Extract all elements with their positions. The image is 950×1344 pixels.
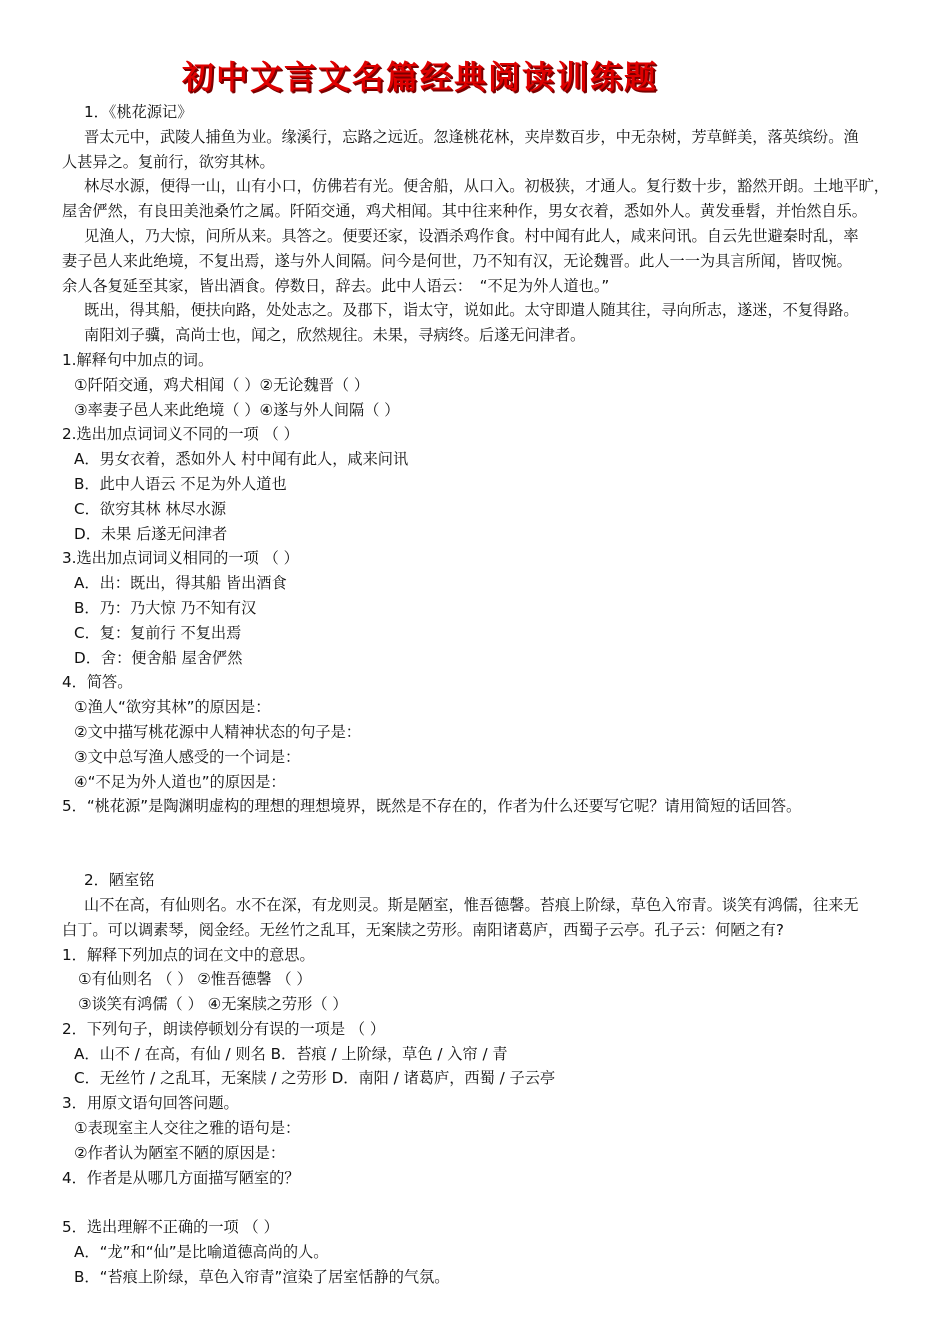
passage-line: 余人各复延至其家，皆出酒食。停数日，辞去。此中人语云： “不足为外人道也。” — [62, 276, 610, 295]
passage-line: 白丁。可以调素琴，阅金经。无丝竹之乱耳，无案牍之劳形。南阳诸葛庐，西蜀子云亭。孔子云：何陋之有? — [62, 920, 784, 939]
passage-line: 晋太元中，武陵人捕鱼为业。缘溪行，忘路之远近。忽逢桃花林，夹岸数百步，中无杂树，芳草鲜美，落英缤纷。渔 — [84, 127, 859, 146]
question-line: ①有仙则名 （ ） ②惟吾德馨 （ ） — [78, 970, 312, 989]
question-line: ③率妻子邑人来此绝境（ ）④遂与外人间隔（ ） — [74, 400, 400, 419]
question-line: ②作者认为陋室不陋的原因是： — [74, 1143, 286, 1162]
question-line: 1.解释句中加点的词。 — [62, 350, 214, 369]
section-heading-lou-shi-ming: 2．陋室铭 — [84, 871, 155, 890]
section-heading-taohuayuan: 1．《桃花源记》 — [84, 103, 193, 121]
question-option: A．“龙”和“仙”是比喻道德高尚的人。 — [74, 1243, 329, 1262]
question-line: 4．简答。 — [62, 673, 133, 692]
question-line: ③谈笑有鸿儒（ ） ④无案牍之劳形（ ） — [78, 995, 348, 1014]
page-title: 初中文言文名篇经典阅读训练题 — [181, 58, 658, 96]
question-line: ③文中总写渔人感受的一个词是： — [74, 747, 301, 766]
passage-line: 既出，得其船，便扶向路，处处志之。及郡下，诣太守，说如此。太守即遣人随其往，寻向所志，遂迷，不复得路。 — [84, 301, 859, 320]
question-gap — [62, 1190, 896, 1215]
question-option: D．舍：便舍船 屋舍俨然 — [74, 648, 243, 667]
passage-line: 人甚异之。复前行，欲穷其林。 — [62, 152, 275, 171]
question-line: 4．作者是从哪几方面描写陋室的？ — [62, 1168, 300, 1187]
passage-line: 山不在高，有仙则名。水不在深，有龙则灵。斯是陋室，惟吾德馨。苔痕上阶绿，草色入帘青。谈笑有鸿儒，往来无 — [84, 895, 859, 914]
question-option: D．未果 后遂无问津者 — [74, 524, 228, 543]
passage-line: 南阳刘子骥，高尚士也，闻之，欣然规往。未果，寻病终。后遂无问津者。 — [84, 326, 586, 345]
question-line: ②文中描写桃花源中人精神状态的句子是： — [74, 722, 361, 741]
question-line: ①表现室主人交往之雅的语句是： — [74, 1119, 301, 1138]
passage-line: 见渔人，乃大惊，问所从来。具答之。便要还家，设酒杀鸡作食。村中闻有此人，咸来问讯。自云先世避秦时乱，率 — [84, 226, 859, 245]
question-option: C．欲穷其林 林尽水源 — [74, 499, 227, 518]
question-option: A．出：既出，得其船 皆出酒食 — [74, 574, 287, 593]
question-line: ①阡陌交通，鸡犬相闻（ ）②无论魏晋（ ） — [74, 375, 370, 394]
question-line: 5．“桃花源”是陶渊明虚构的理想的理想境界，既然是不存在的，作者为什么还要写它呢？请用简短的话回答。 — [62, 797, 802, 816]
question-option: B．乃：乃大惊 乃不知有汉 — [74, 598, 257, 617]
passage-line: 林尽水源，便得一山，山有小口，仿佛若有光。便舍船，从口入。初极狭，才通人。复行数十步，豁然开朗。土地平旷， — [84, 177, 889, 196]
question-option: B．此中人语云 不足为外人道也 — [74, 474, 287, 493]
passage-line: 妻子邑人来此绝境，不复出焉，遂与外人间隔。问今是何世，乃不知有汉，无论魏晋。此人一一为具言所闻，皆叹惋。 — [62, 251, 852, 270]
question-line: ①渔人“欲穷其林”的原因是： — [74, 698, 271, 717]
question-option: C．复：复前行 不复出焉 — [74, 623, 242, 642]
question-line: 3．用原文语句回答问题。 — [62, 1094, 239, 1113]
question-line: 2.选出加点词词义不同的一项 （ ） — [62, 425, 299, 444]
question-option: C．无丝竹 / 之乱耳，无案牍 / 之劳形 D．南阳 / 诸葛庐，西蜀 / 子云亭 — [74, 1069, 556, 1088]
passage-line: 屋舍俨然，有良田美池桑竹之属。阡陌交通，鸡犬相闻。其中往来种作，男女衣着，悉如外人。黄发垂髫，并怡然自乐。 — [62, 202, 867, 221]
question-line: ④“不足为外人道也”的原因是： — [74, 772, 286, 791]
question-line: 3.选出加点词词义相同的一项 （ ） — [62, 549, 299, 568]
question-line: 5．选出理解不正确的一项 （ ） — [62, 1218, 279, 1237]
section-gap — [62, 819, 896, 868]
question-line: 1．解释下列加点的词在文中的意思。 — [62, 945, 315, 964]
question-option: A．山不 / 在高，有仙 / 则名 B．苔痕 / 上阶绿，草色 / 入帘 / 青 — [74, 1044, 508, 1063]
document-body — [62, 100, 896, 1290]
question-option: B．“苔痕上阶绿，草色入帘青”渲染了居室恬静的气氛。 — [74, 1268, 450, 1287]
question-option: A．男女衣着，悉如外人 村中闻有此人，咸来问讯 — [74, 450, 409, 469]
question-line: 2．下列句子，朗读停顿划分有误的一项是 （ ） — [62, 1019, 386, 1038]
